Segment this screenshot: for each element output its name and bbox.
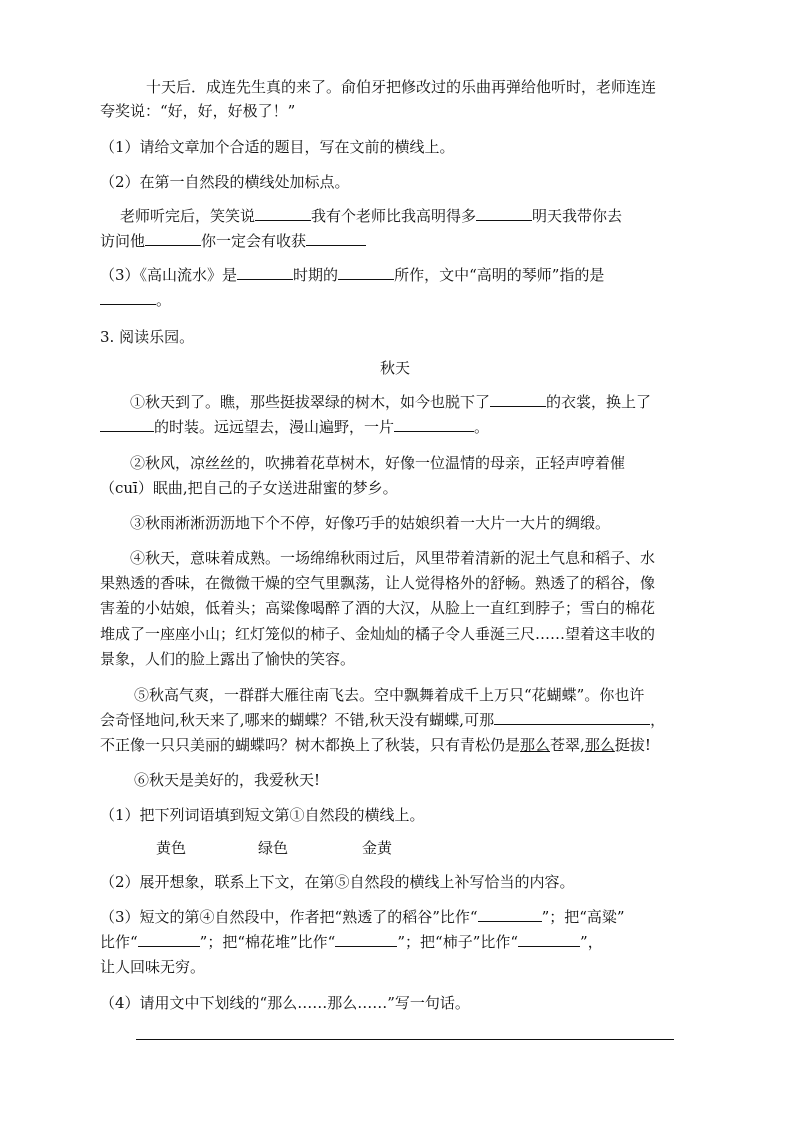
- question-1: （1）请给文章加个合适的题目，写在文前的横线上。: [100, 138, 455, 156]
- exercise-3-line-2: [100, 932, 603, 952]
- passage-title: 秋天: [380, 359, 411, 377]
- underlined-word: 那么: [584, 736, 615, 754]
- para-text: 的衣裳，换上了: [546, 393, 652, 411]
- para-text: 不正像一只只美丽的蝴蝶吗？树木都换上了秋装，只有青松仍是: [100, 736, 521, 754]
- question-text: 比作“: [100, 933, 138, 951]
- answer-blank[interactable]: [138, 932, 200, 947]
- para5-line-1: ⑤秋高气爽，一群群大雁往南飞去。空中飘舞着成千上万只“花蝴蝶”。你也许: [134, 686, 645, 704]
- para-text: 。: [474, 418, 490, 436]
- answer-blank[interactable]: [494, 710, 650, 725]
- question-text: 时期的: [293, 266, 339, 284]
- punctuation-line-2: [100, 231, 366, 251]
- answer-blank[interactable]: [394, 417, 474, 432]
- para4-line-5: 景象，人们的脸上露出了愉快的笑容。: [100, 650, 356, 668]
- para-text: ①秋天到了。瞧，那些挺拔翠绿的树木，如今也脱下了: [130, 393, 491, 411]
- answer-blank[interactable]: [237, 265, 293, 280]
- punctuation-text: 你一定会有收获: [201, 232, 307, 250]
- answer-blank[interactable]: [145, 231, 201, 246]
- question-text: ”；把“柿子”比作“: [397, 933, 519, 951]
- exercise-3-line-1: [100, 907, 625, 927]
- question-3-line-1: [100, 265, 604, 285]
- para-text: ，: [650, 711, 666, 729]
- word-option: 绿色: [258, 839, 289, 857]
- punctuation-text: 老师听完后，笑笑说: [120, 207, 256, 225]
- punctuation-text: 明天我带你去: [532, 207, 623, 225]
- answer-blank[interactable]: [306, 231, 366, 246]
- answer-blank[interactable]: [518, 932, 580, 947]
- question-text: ”；把“高粱”: [541, 908, 625, 926]
- answer-blank[interactable]: [100, 417, 154, 432]
- para6: ⑥秋天是美好的，我爱秋天!: [134, 771, 321, 789]
- answer-blank[interactable]: [478, 907, 542, 922]
- punctuation-text: 访问他: [100, 232, 146, 250]
- answer-blank[interactable]: [335, 932, 397, 947]
- word-option: 金黄: [362, 839, 393, 857]
- para-text: 挺拔!: [614, 736, 651, 754]
- word-option: 黄色: [156, 839, 187, 857]
- para2-line-2: （cuī）眠曲,把自己的子女送进甜蜜的梦乡。: [100, 479, 398, 497]
- para2-line-1: ②秋风，凉丝丝的，吹拂着花草树木，好像一位温情的母亲，正轻声哼着催: [130, 454, 626, 472]
- para1-line-2: [100, 417, 489, 437]
- exercise-4: （4）请用文中下划线的“那么……那么……”写一句话。: [100, 994, 470, 1012]
- punctuation-line-1: [120, 206, 622, 226]
- question-text: ”；把“棉花堆”比作“: [199, 933, 336, 951]
- question-text: （3）《高山流水》是: [100, 266, 238, 284]
- para1-line-1: [130, 392, 651, 412]
- passage2-line-1: 十天后．成连先生真的来了。俞伯牙把修改过的乐曲再弹给他听时，老师连连: [146, 78, 657, 96]
- passage2-line-2: 夸奖说：“好，好，好极了！”: [100, 102, 296, 120]
- answer-line[interactable]: [136, 1039, 674, 1040]
- underlined-word: 那么: [520, 736, 551, 754]
- para4-line-3: 害羞的小姑娘，低着头；高粱像喝醉了酒的大汉，从脸上一直红到脖子；雪白的棉花: [100, 599, 656, 617]
- exercise-2: （2）展开想象，联系上下文，在第⑤自然段的横线上补写恰当的内容。: [100, 873, 575, 891]
- answer-blank[interactable]: [490, 392, 546, 407]
- question-text: （3）短文的第④自然段中，作者把“熟透了的稻谷”比作“: [100, 908, 478, 926]
- para5-line-3: [100, 735, 651, 755]
- question-3-line-2: [100, 290, 171, 310]
- question-text: 所作，文中“高明的琴师”指的是: [394, 266, 605, 284]
- para-text: 的时装。远远望去，漫山遍野，一片: [154, 418, 395, 436]
- answer-blank[interactable]: [338, 265, 394, 280]
- para4-line-2: 果熟透的香味，在微微干燥的空气里飘荡，让人觉得格外的舒畅。熟透了的稻谷，像: [100, 574, 656, 592]
- section-3-heading: 3. 阅读乐园。: [100, 328, 195, 346]
- answer-blank[interactable]: [100, 290, 156, 305]
- para4-line-4: 堆成了一座座小山；红灯笼似的柿子、金灿灿的橘子令人垂涎三尺……望着这丰收的: [100, 625, 656, 643]
- para4-line-1: ④秋天，意味着成熟。一场绵绵秋雨过后，风里带着清新的泥土气息和稻子、水: [130, 549, 656, 567]
- punctuation-text: 我有个老师比我高明得多: [311, 207, 477, 225]
- question-text: ”，: [580, 933, 603, 951]
- exercise-3-line-3: 让人回味无穷。: [100, 958, 206, 976]
- para-text: 会奇怪地问,秋天来了,哪来的蝴蝶？不错,秋天没有蝴蝶,可那: [100, 711, 495, 729]
- answer-blank[interactable]: [476, 206, 532, 221]
- answer-blank[interactable]: [255, 206, 311, 221]
- question-2: （2）在第一自然段的横线处加标点。: [100, 173, 350, 191]
- exercise-1: （1）把下列词语填到短文第①自然段的横线上。: [100, 806, 425, 824]
- para3: ③秋雨淅淅沥沥地下个不停，好像巧手的姑娘织着一大片一大片的绸缎。: [130, 514, 611, 532]
- para-text: 苍翠,: [550, 736, 585, 754]
- question-text: 。: [156, 291, 172, 309]
- para5-line-2: [100, 710, 665, 730]
